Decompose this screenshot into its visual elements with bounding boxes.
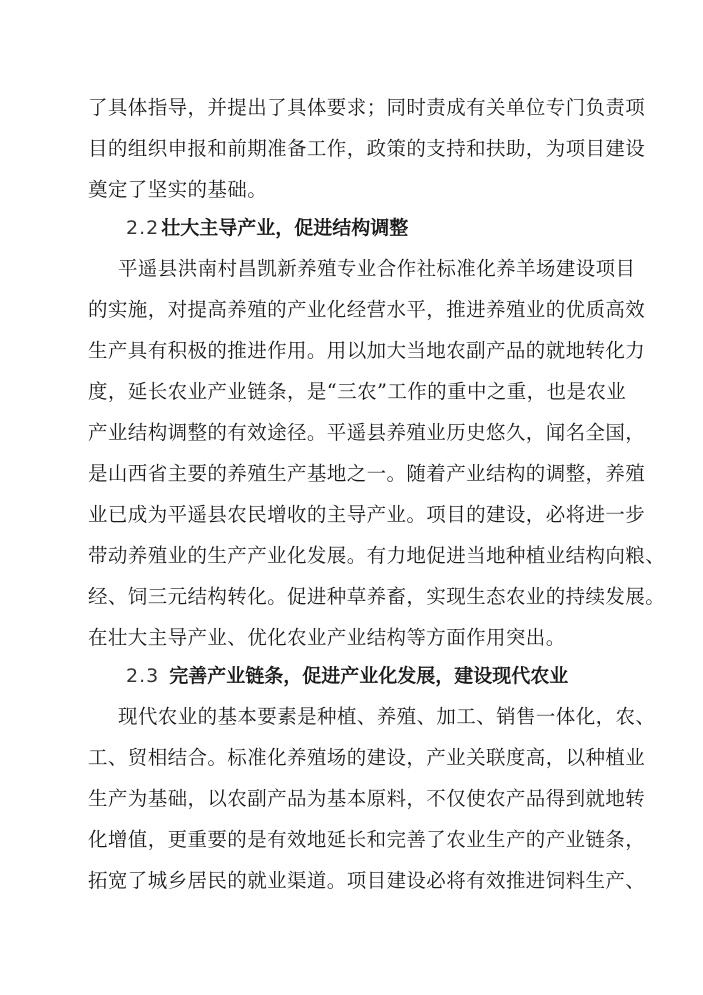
paragraph-3-line-4: 化增值，更重要的是有效地延长和完善了农业生产的产业链条， xyxy=(88,828,646,851)
paragraph-2-line-5: 产业结构调整的有效途径。平遥县养殖业历史悠久，闻名全国， xyxy=(88,421,646,444)
paragraph-2-line-4: 度，延长农业产业链条，是“三农”工作的重中之重，也是农业 xyxy=(88,380,627,403)
paragraph-1-line-2: 目的组织申报和前期准备工作，政策的支持和扶助，为项目建设 xyxy=(88,137,646,160)
section-heading-2-3 xyxy=(126,664,568,688)
section-title: 完善产业链条，促进产业化发展，建设现代农业 xyxy=(169,665,569,687)
paragraph-2-line-1: 平遥县洪南村昌凯新养殖专业合作社标准化养羊场建设项目 xyxy=(118,257,636,280)
section-number: 2.2 xyxy=(126,217,160,239)
paragraph-2-line-3: 生产具有积极的推进作用。用以加大当地农副产品的就地转化力 xyxy=(88,339,646,362)
paragraph-2-line-6: 是山西省主要的养殖生产基地之一。随着产业结构的调整，养殖 xyxy=(88,462,646,485)
section-heading-2-2 xyxy=(126,216,408,240)
paragraph-3-line-3: 生产为基础，以农副产品为基本原料，不仅使农产品得到就地转 xyxy=(88,787,646,810)
section-number: 2.3 xyxy=(126,665,160,687)
paragraph-2-line-2: 的实施，对提高养殖的产业化经营水平，推进养殖业的优质高效 xyxy=(88,298,646,321)
paragraph-2-line-8: 带动养殖业的生产产业化发展。有力地促进当地种植业结构向粮、 xyxy=(88,544,666,567)
paragraph-3-line-2: 工、贸相结合。标准化养殖场的建设，产业关联度高，以种植业 xyxy=(88,746,646,769)
paragraph-2-line-7: 业已成为平遥县农民增收的主导产业。项目的建设，必将进一步 xyxy=(88,503,646,526)
paragraph-1-line-1: 了具体指导，并提出了具体要求；同时责成有关单位专门负责项 xyxy=(88,96,646,119)
paragraph-1-line-3: 奠定了坚实的基础。 xyxy=(88,178,268,201)
paragraph-3-line-5: 拓宽了城乡居民的就业渠道。项目建设必将有效推进饲料生产、 xyxy=(88,869,646,892)
paragraph-3-line-1: 现代农业的基本要素是种植、养殖、加工、销售一体化，农、 xyxy=(118,705,656,728)
paragraph-2-line-10: 在壮大主导产业、优化农业产业结构等方面作用突出。 xyxy=(88,626,566,649)
paragraph-2-line-9: 经、饲三元结构转化。促进种草养畜，实现生态农业的持续发展。 xyxy=(88,585,666,608)
section-title: 壮大主导产业，促进结构调整 xyxy=(161,217,409,239)
